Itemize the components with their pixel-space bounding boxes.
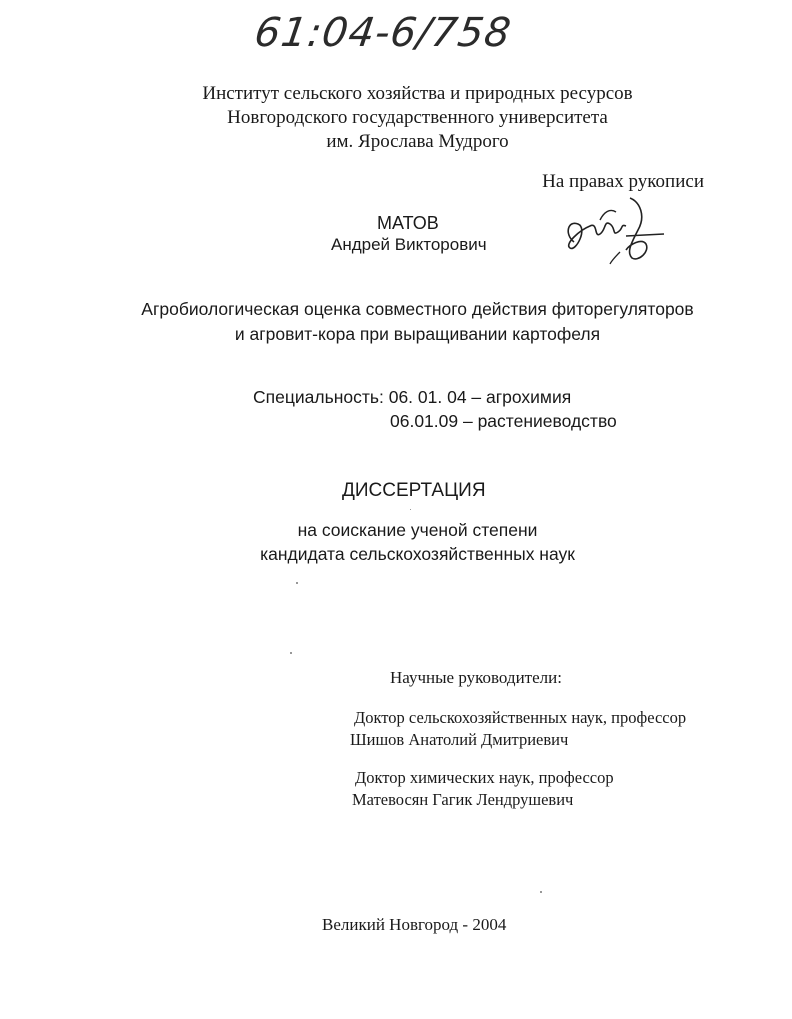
supervisors-heading: Научные руководители:	[390, 668, 562, 687]
scan-speck	[296, 582, 298, 584]
degree-line: на соискание ученой степени	[297, 520, 538, 540]
rights-notice: На правах рукописи	[542, 171, 704, 192]
document-type-heading: ДИССЕРТАЦИЯ	[342, 480, 486, 501]
title-line: Агробиологическая оценка совместного действия фиторегуляторов	[141, 299, 694, 319]
speciality-line-2: 06.01.09 – растениеводство	[390, 411, 617, 431]
scan-speck	[410, 509, 411, 510]
supervisor-entry	[350, 707, 686, 751]
supervisor-entry	[352, 767, 614, 811]
supervisor-name: Матевосян Гагик Лендрушевич	[352, 790, 574, 809]
signature-image	[560, 190, 670, 270]
supervisor-name: Шишов Анатолий Дмитриевич	[350, 730, 569, 749]
author-surname: МАТОВ	[377, 213, 439, 233]
scan-speck	[290, 652, 292, 654]
title-line: и агровит-кора при выращивании картофеля	[234, 324, 601, 344]
scan-speck	[540, 891, 542, 893]
dissertation-title	[0, 297, 792, 347]
degree-line: кандидата сельскохозяйственных наук	[260, 544, 575, 564]
author-name: Андрей Викторович	[331, 235, 487, 254]
institute-line: им. Ярослава Мудрого	[326, 131, 509, 152]
institute-line: Институт сельского хозяйства и природных ресурсов	[202, 83, 633, 104]
speciality-line-1: Специальность: 06. 01. 04 – агрохимия	[253, 387, 572, 407]
supervisor-title: Доктор сельскохозяйственных наук, профессор	[354, 708, 687, 727]
handwritten-archive-code: 61:04-6/758	[251, 10, 515, 56]
institute-block	[0, 82, 792, 154]
place-and-year: Великий Новгород - 2004	[322, 915, 507, 934]
degree-block	[0, 518, 792, 566]
supervisor-title: Доктор химических наук, профессор	[355, 768, 614, 787]
institute-line: Новгородского государственного университета	[227, 107, 608, 128]
